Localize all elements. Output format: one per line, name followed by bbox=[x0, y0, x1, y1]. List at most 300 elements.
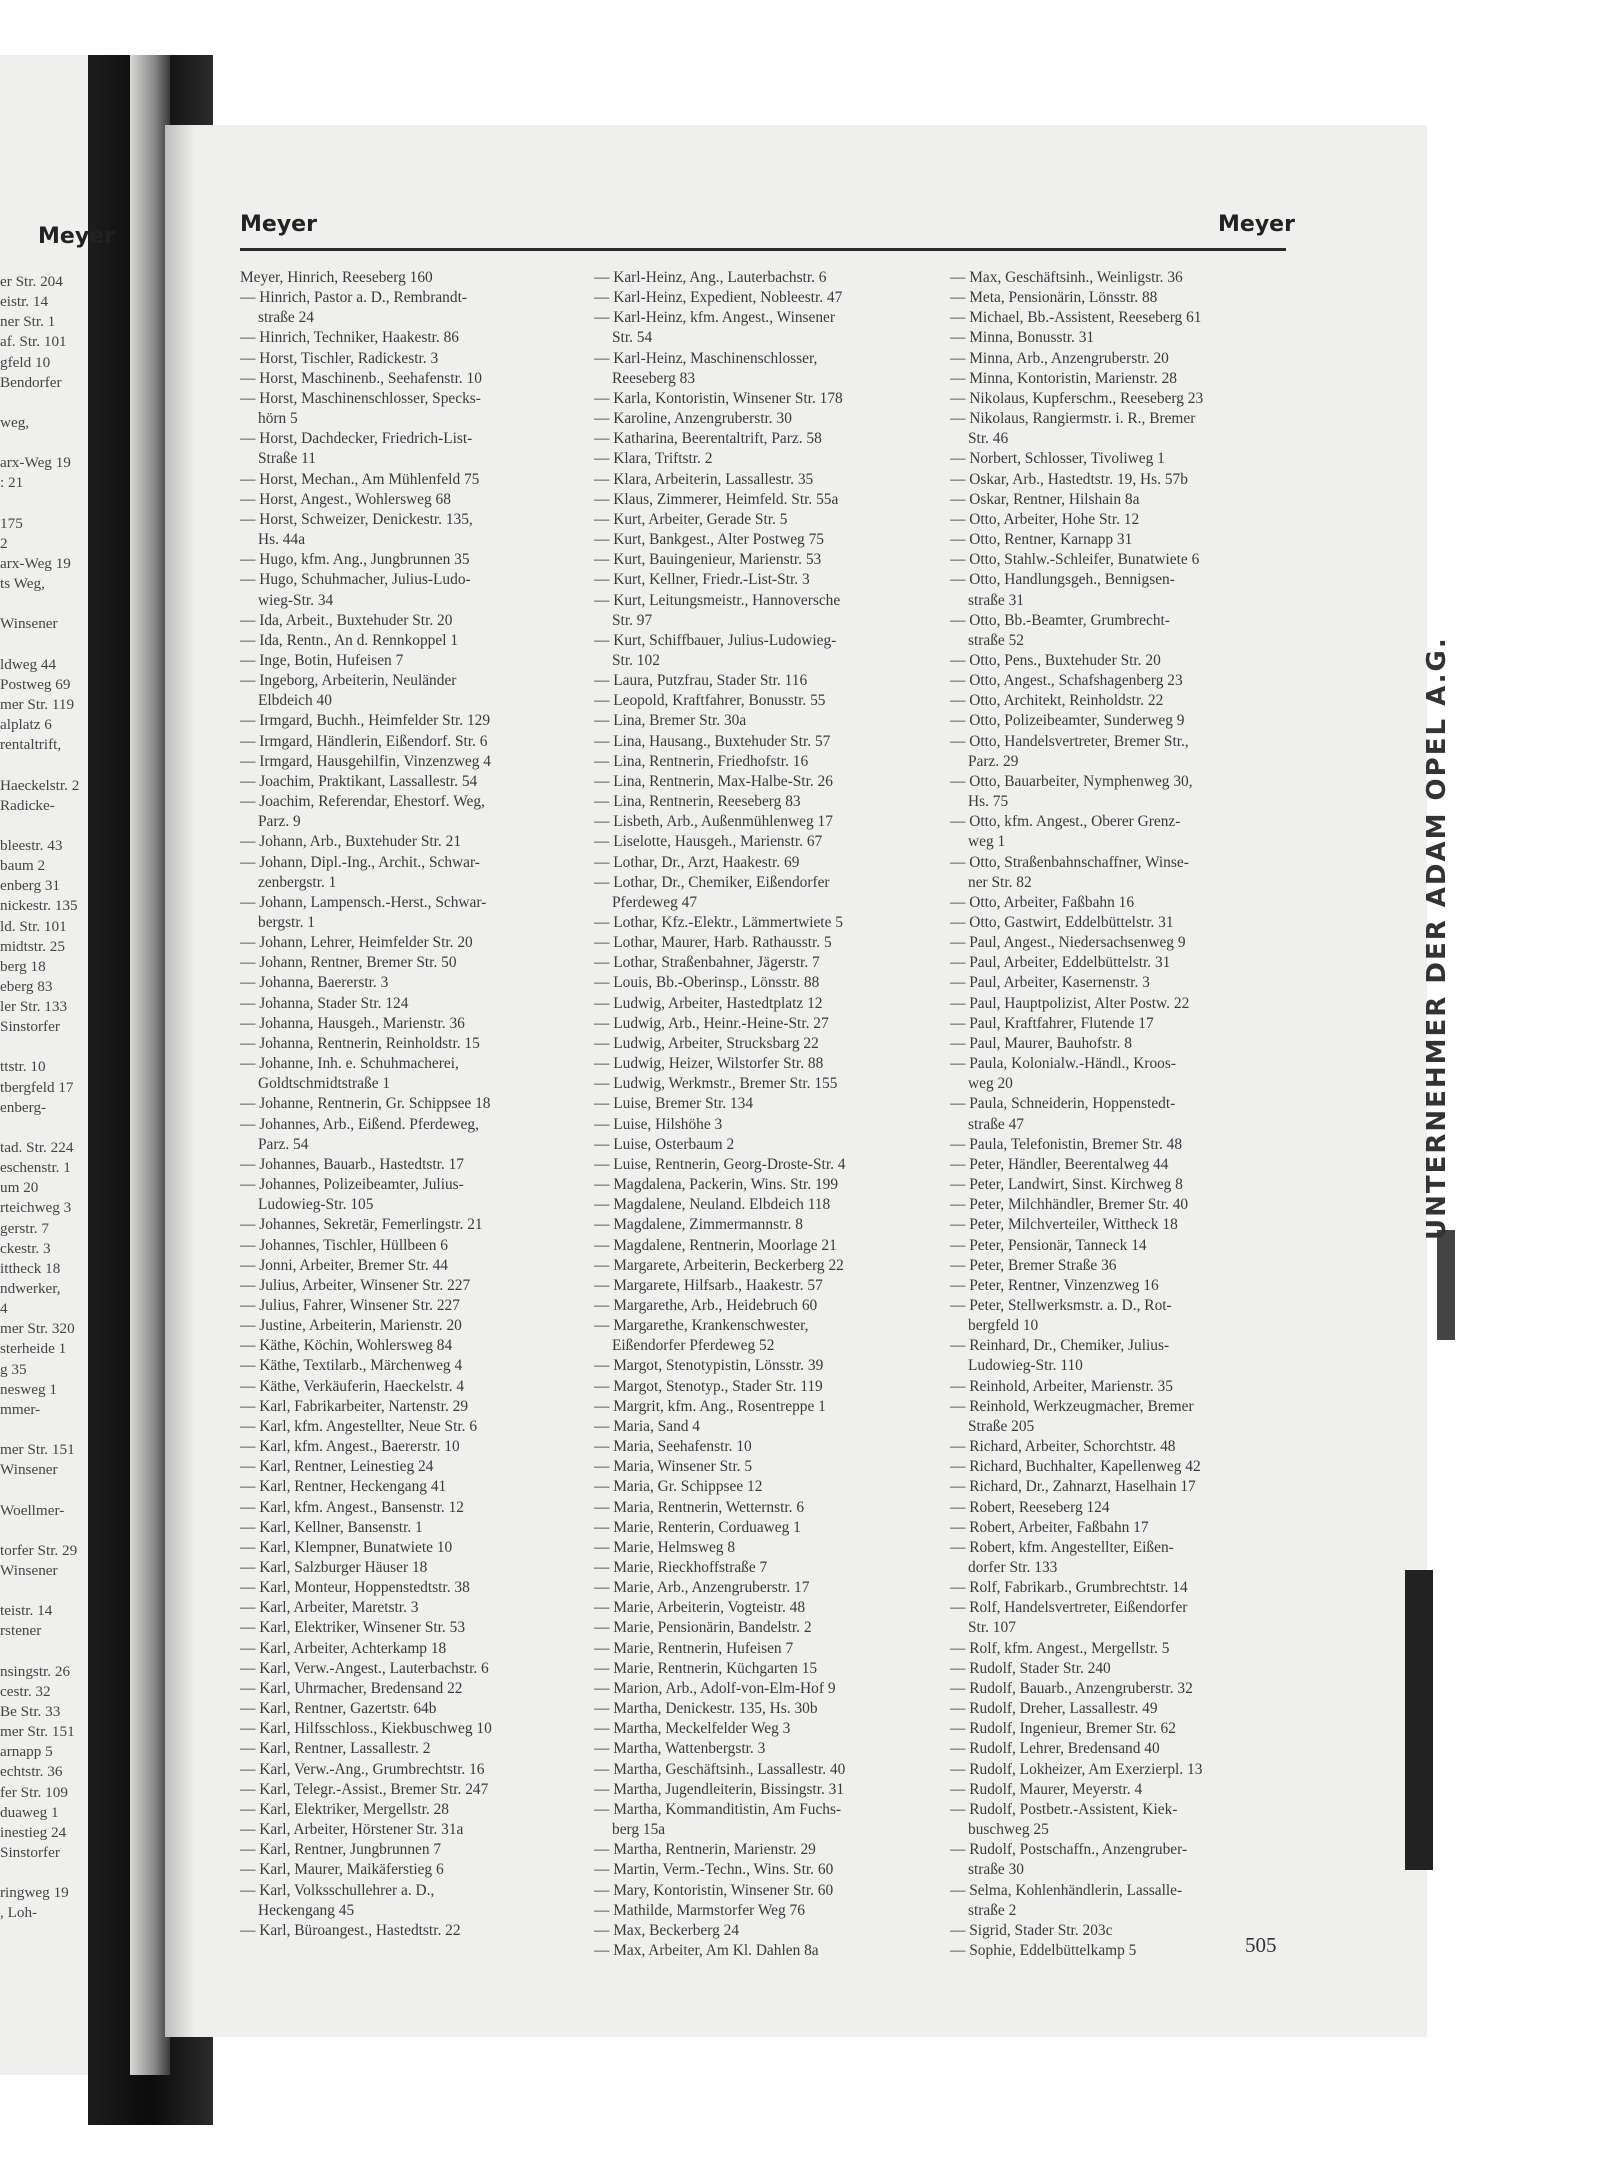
directory-entry-line: — Minna, Kontoristin, Marienstr. 28 bbox=[950, 369, 1177, 387]
page-number: 505 bbox=[1245, 1933, 1277, 1957]
directory-entry-line: — Irmgard, Buchh., Heimfelder Str. 129 bbox=[240, 712, 491, 730]
directory-entry-line: — Maria, Seehafenstr. 10 bbox=[594, 1438, 752, 1456]
directory-entry-line: — Otto, Straßenbahnschaffner, Winse- bbox=[950, 853, 1189, 871]
directory-entry-line: — Luise, Bremer Str. 134 bbox=[594, 1095, 754, 1113]
directory-entry-line: — Otto, Handlungsgeh., Bennigsen- bbox=[950, 571, 1175, 589]
left-page-line: 4 bbox=[0, 1300, 8, 1318]
left-page-line: duaweg 1 bbox=[0, 1803, 59, 1821]
directory-entry-line: — Martha, Geschäftsinh., Lassallestr. 40 bbox=[594, 1760, 846, 1778]
directory-entry-line: — Justine, Arbeiterin, Marienstr. 20 bbox=[240, 1317, 462, 1335]
directory-entry-line: — Peter, Pensionär, Tanneck 14 bbox=[950, 1236, 1147, 1254]
directory-entry-line: — Ludwig, Arbeiter, Hastedtplatz 12 bbox=[594, 994, 823, 1012]
left-page-line: ld. Str. 101 bbox=[0, 917, 67, 935]
directory-entry-line: — Karl, Verw.-Ang., Grumbrechtstr. 16 bbox=[240, 1760, 485, 1778]
directory-entry-line: weg 20 bbox=[968, 1075, 1013, 1093]
directory-entry-line: — Karl, kfm. Angest., Bansenstr. 12 bbox=[240, 1498, 464, 1516]
directory-entry-line: — Minna, Arb., Anzengruberstr. 20 bbox=[950, 349, 1169, 367]
directory-entry-line: Pferdeweg 47 bbox=[612, 893, 698, 911]
directory-entry-line: — Karl, Rentner, Leinestieg 24 bbox=[240, 1458, 434, 1476]
directory-entry-line: — Inge, Botin, Hufeisen 7 bbox=[240, 651, 404, 669]
directory-entry-line: — Martha, Wattenbergstr. 3 bbox=[594, 1740, 766, 1758]
left-page-line: fer Str. 109 bbox=[0, 1783, 68, 1801]
left-page-line: arnapp 5 bbox=[0, 1743, 53, 1761]
directory-entry-line: — Rudolf, Lehrer, Bredensand 40 bbox=[950, 1740, 1160, 1758]
directory-entry-line: — Sigrid, Stader Str. 203c bbox=[950, 1921, 1113, 1939]
left-page-line: Radicke- bbox=[0, 796, 55, 814]
left-page-line: teistr. 14 bbox=[0, 1602, 53, 1620]
directory-entry-line: — Karl, Monteur, Hoppenstedtstr. 38 bbox=[240, 1579, 470, 1597]
directory-entry-line: — Otto, Bauarbeiter, Nymphenweg 30, bbox=[950, 772, 1193, 790]
running-head-left: Meyer bbox=[240, 212, 317, 237]
directory-entry-line: — Margarete, Arbeiterin, Beckerberg 22 bbox=[594, 1256, 844, 1274]
directory-entry-line: — Jonni, Arbeiter, Bremer Str. 44 bbox=[240, 1256, 448, 1274]
directory-entry-line: — Karl, Rentner, Gazertstr. 64b bbox=[240, 1700, 437, 1718]
directory-entry-line: Straße 11 bbox=[258, 450, 316, 468]
directory-entry-line: — Horst, Dachdecker, Friedrich-List- bbox=[240, 430, 473, 448]
directory-entry-line: — Nikolaus, Rangiermstr. i. R., Bremer bbox=[950, 410, 1196, 428]
directory-entry-line: — Peter, Landwirt, Sinst. Kirchweg 8 bbox=[950, 1176, 1183, 1194]
left-page-text bbox=[0, 272, 130, 1924]
directory-entry-line: — Marie, Arb., Anzengruberstr. 17 bbox=[594, 1579, 810, 1597]
directory-entry-line: — Peter, Rentner, Vinzenzweg 16 bbox=[950, 1276, 1159, 1294]
left-page-line: eschenstr. 1 bbox=[0, 1159, 71, 1177]
directory-entry-line: — Klara, Arbeiterin, Lassallestr. 35 bbox=[594, 470, 814, 488]
directory-entry-line: — Karl, Fabrikarbeiter, Nartenstr. 29 bbox=[240, 1397, 469, 1415]
left-page-line: : 21 bbox=[0, 474, 24, 492]
left-page-line: rentaltrift, bbox=[0, 736, 62, 754]
directory-entry-line: — Sophie, Eddelbüttelkamp 5 bbox=[950, 1941, 1137, 1959]
directory-entry-line: berg 15a bbox=[612, 1821, 666, 1839]
directory-entry-line: zenbergstr. 1 bbox=[258, 873, 337, 891]
left-page-shadow bbox=[130, 55, 170, 2075]
left-page-line: Be Str. 33 bbox=[0, 1702, 61, 1720]
directory-entry-line: — Marie, Helmsweg 8 bbox=[594, 1538, 736, 1556]
directory-entry-line: — Max, Geschäftsinh., Weinligstr. 36 bbox=[950, 269, 1183, 286]
directory-entry-line: — Otto, Pens., Buxtehuder Str. 20 bbox=[950, 651, 1161, 669]
directory-entry-line: — Oskar, Rentner, Hilshain 8a bbox=[950, 490, 1140, 508]
directory-entry-line: — Ludwig, Arbeiter, Strucksbarg 22 bbox=[594, 1034, 819, 1052]
directory-entry-line: — Karl, Volksschullehrer a. D., bbox=[240, 1881, 435, 1899]
directory-entry-line: — Rudolf, Maurer, Meyerstr. 4 bbox=[950, 1780, 1143, 1798]
directory-entry-line: — Reinhard, Dr., Chemiker, Julius- bbox=[950, 1337, 1170, 1355]
directory-entry-line: — Johann, Lehrer, Heimfelder Str. 20 bbox=[240, 934, 473, 952]
directory-entry-line: — Margot, Stenotyp., Stader Str. 119 bbox=[594, 1377, 823, 1395]
directory-entry-line: — Rolf, kfm. Angest., Mergellstr. 5 bbox=[950, 1639, 1170, 1657]
directory-entry-line: — Johannes, Sekretär, Femerlingstr. 21 bbox=[240, 1216, 483, 1234]
directory-entry-line: — Martha, Meckelfelder Weg 3 bbox=[594, 1720, 791, 1738]
directory-entry-line: — Käthe, Köchin, Wohlersweg 84 bbox=[240, 1337, 453, 1355]
directory-entry-line: — Martha, Jugendleiterin, Bissingstr. 31 bbox=[594, 1780, 845, 1798]
directory-entry-line: weg 1 bbox=[968, 833, 1006, 851]
directory-entry-line: — Horst, Tischler, Radickestr. 3 bbox=[240, 349, 439, 367]
left-page-line: ittheck 18 bbox=[0, 1259, 61, 1277]
directory-entry-line: Str. 46 bbox=[968, 430, 1009, 448]
directory-entry-line: — Peter, Bremer Straße 36 bbox=[950, 1256, 1117, 1274]
directory-entry-line: — Hugo, Schuhmacher, Julius-Ludo- bbox=[240, 571, 471, 589]
directory-column-3 bbox=[950, 268, 1288, 1961]
left-page-line: Haeckelstr. 2 bbox=[0, 776, 80, 794]
directory-entry-line: — Marie, Rieckhoffstraße 7 bbox=[594, 1559, 768, 1576]
directory-entry-line: — Lothar, Straßenbahner, Jägerstr. 7 bbox=[594, 954, 820, 972]
directory-entry-line: — Rolf, Handelsvertreter, Eißendorfer bbox=[950, 1599, 1188, 1617]
directory-entry-line: Hs. 75 bbox=[968, 793, 1009, 811]
left-page-line bbox=[0, 635, 130, 655]
directory-entry-line: — Horst, Schweizer, Denickestr. 135, bbox=[240, 510, 473, 528]
directory-entry-line: Reeseberg 83 bbox=[612, 369, 696, 387]
left-page-line bbox=[0, 755, 130, 775]
left-page-line bbox=[0, 1521, 130, 1541]
directory-entry-line: — Magdalene, Neuland. Elbdeich 118 bbox=[594, 1196, 831, 1214]
directory-entry-line: — Selma, Kohlenhändlerin, Lassalle- bbox=[950, 1881, 1183, 1899]
directory-entry-line: — Louis, Bb.-Oberinsp., Lönsstr. 88 bbox=[594, 974, 820, 992]
directory-entry-line: — Margarethe, Arb., Heidebruch 60 bbox=[594, 1296, 818, 1314]
left-page-line bbox=[0, 1581, 130, 1601]
directory-entry-line: Str. 97 bbox=[612, 611, 653, 629]
left-page-line: ndwerker, bbox=[0, 1280, 61, 1298]
directory-entry-line: — Ludwig, Heizer, Wilstorfer Str. 88 bbox=[594, 1055, 824, 1073]
directory-entry-line: — Johanne, Rentnerin, Gr. Schippsee 18 bbox=[240, 1095, 491, 1113]
left-page-line bbox=[0, 433, 130, 453]
directory-entry-line: — Karl, kfm. Angest., Baererstr. 10 bbox=[240, 1438, 460, 1456]
directory-entry-line: — Norbert, Schlosser, Tivoliweg 1 bbox=[950, 450, 1165, 468]
left-page-line: nesweg 1 bbox=[0, 1380, 57, 1398]
directory-entry-line: bergstr. 1 bbox=[258, 914, 316, 931]
directory-entry-line: — Karl, Kellner, Bansenstr. 1 bbox=[240, 1518, 423, 1536]
left-page-line: gfeld 10 bbox=[0, 353, 51, 371]
directory-entry-line: — Karl, Rentner, Jungbrunnen 7 bbox=[240, 1841, 442, 1859]
directory-entry-line: — Karl, Rentner, Lassallestr. 2 bbox=[240, 1740, 431, 1758]
directory-entry-line: — Otto, Architekt, Reinholdstr. 22 bbox=[950, 692, 1164, 710]
directory-entry-line: — Johanne, Inh. e. Schuhmacherei, bbox=[240, 1055, 459, 1073]
directory-entry-line: — Karl, Elektriker, Winsener Str. 53 bbox=[240, 1619, 466, 1637]
directory-entry-line: — Mathilde, Marmstorfer Weg 76 bbox=[594, 1901, 805, 1919]
directory-entry-line: — Horst, Mechan., Am Mühlenfeld 75 bbox=[240, 470, 480, 488]
left-page-line: ttstr. 10 bbox=[0, 1058, 46, 1076]
directory-entry-line: Straße 205 bbox=[968, 1417, 1035, 1435]
directory-entry-line: — Johann, Lampensch.-Herst., Schwar- bbox=[240, 893, 487, 911]
directory-entry-line: — Richard, Arbeiter, Schorchtstr. 48 bbox=[950, 1438, 1176, 1456]
directory-entry-line: — Marie, Rentnerin, Küchgarten 15 bbox=[594, 1659, 818, 1677]
running-head-right: Meyer bbox=[1218, 212, 1295, 237]
directory-entry-line: — Johannes, Polizeibeamter, Julius- bbox=[240, 1176, 464, 1194]
directory-entry-line: Goldtschmidtstraße 1 bbox=[258, 1075, 391, 1093]
directory-entry-line: hörn 5 bbox=[258, 410, 298, 428]
directory-entry-line: — Otto, Polizeibeamter, Sunderweg 9 bbox=[950, 712, 1185, 730]
directory-entry-line: — Johanna, Baererstr. 3 bbox=[240, 974, 389, 992]
directory-entry-line: — Magdalene, Zimmermannstr. 8 bbox=[594, 1216, 804, 1234]
directory-entry-line: Hs. 44a bbox=[258, 531, 306, 549]
directory-entry-line: — Karl-Heinz, kfm. Angest., Winsener bbox=[594, 309, 836, 327]
directory-entry-line: — Johanna, Hausgeh., Marienstr. 36 bbox=[240, 1014, 465, 1032]
directory-entry-line: — Meta, Pensionärin, Lönsstr. 88 bbox=[950, 289, 1158, 307]
directory-entry-line: — Michael, Bb.-Assistent, Reeseberg 61 bbox=[950, 309, 1202, 327]
directory-entry-line: — Luise, Hilshöhe 3 bbox=[594, 1115, 723, 1133]
left-page-line bbox=[0, 1420, 130, 1440]
left-page-line: ringweg 19 bbox=[0, 1884, 69, 1902]
directory-entry-line: — Magdalene, Rentnerin, Moorlage 21 bbox=[594, 1236, 837, 1254]
left-page-line: bleestr. 43 bbox=[0, 836, 63, 854]
directory-entry-line: — Karl-Heinz, Ang., Lauterbachstr. 6 bbox=[594, 269, 827, 286]
directory-entry-line: Parz. 29 bbox=[968, 752, 1019, 770]
directory-entry-line: — Rudolf, Ingenieur, Bremer Str. 62 bbox=[950, 1720, 1176, 1738]
directory-entry-line: — Klaus, Zimmerer, Heimfeld. Str. 55a bbox=[594, 490, 839, 508]
directory-entry-line: straße 31 bbox=[968, 591, 1024, 609]
left-page-line bbox=[0, 1642, 130, 1662]
directory-entry-line: — Laura, Putzfrau, Stader Str. 116 bbox=[594, 672, 808, 690]
directory-entry-line: — Minna, Bonusstr. 31 bbox=[950, 329, 1095, 347]
directory-entry-line: bergfeld 10 bbox=[968, 1317, 1039, 1335]
left-page-line bbox=[0, 1037, 130, 1057]
directory-entry-line: — Max, Arbeiter, Am Kl. Dahlen 8a bbox=[594, 1941, 819, 1959]
directory-entry-line: — Kurt, Schiffbauer, Julius-Ludowieg- bbox=[594, 631, 837, 649]
left-page-line: mer Str. 119 bbox=[0, 695, 75, 713]
directory-entry-line: — Katharina, Beerentaltrift, Parz. 58 bbox=[594, 430, 822, 448]
directory-entry-line: — Otto, Arbeiter, Hohe Str. 12 bbox=[950, 510, 1140, 528]
directory-entry-line: — Lothar, Dr., Arzt, Haakestr. 69 bbox=[594, 853, 800, 871]
directory-entry-line: Meyer, Hinrich, Reeseberg 160 bbox=[240, 269, 433, 286]
directory-entry-line: — Karl, Telegr.-Assist., Bremer Str. 247 bbox=[240, 1780, 489, 1798]
directory-entry-line: — Richard, Buchhalter, Kapellenweg 42 bbox=[950, 1458, 1201, 1476]
directory-entry-line: — Mary, Kontoristin, Winsener Str. 60 bbox=[594, 1881, 834, 1899]
directory-entry-line: — Karl, Maurer, Maikäferstieg 6 bbox=[240, 1861, 444, 1879]
directory-entry-line: wieg-Str. 34 bbox=[258, 591, 334, 609]
left-page-line: gerstr. 7 bbox=[0, 1219, 49, 1237]
left-page-line: ckestr. 3 bbox=[0, 1239, 51, 1257]
directory-entry-line: — Ida, Rentn., An d. Rennkoppel 1 bbox=[240, 631, 459, 649]
left-page-line: ler Str. 133 bbox=[0, 998, 68, 1016]
directory-entry-line: — Rudolf, Bauarb., Anzengruberstr. 32 bbox=[950, 1679, 1193, 1697]
directory-entry-line: — Reinhold, Werkzeugmacher, Bremer bbox=[950, 1397, 1194, 1415]
left-page-line bbox=[0, 494, 130, 514]
directory-entry-line: — Kurt, Leitungsmeistr., Hannoversche bbox=[594, 591, 841, 609]
left-page-line: mer Str. 320 bbox=[0, 1320, 75, 1338]
directory-column-2 bbox=[594, 268, 936, 1961]
left-page-line: er Str. 204 bbox=[0, 273, 63, 290]
left-page-line bbox=[0, 594, 130, 614]
left-page-line: Sinstorfer bbox=[0, 1843, 60, 1861]
directory-entry-line: — Otto, Gastwirt, Eddelbüttelstr. 31 bbox=[950, 914, 1174, 931]
directory-entry-line: — Richard, Dr., Zahnarzt, Haselhain 17 bbox=[950, 1478, 1196, 1496]
directory-entry-line: — Karl-Heinz, Maschinenschlosser, bbox=[594, 349, 818, 367]
directory-entry-line: — Ingeborg, Arbeiterin, Neuländer bbox=[240, 672, 457, 690]
left-page-line: nsingstr. 26 bbox=[0, 1662, 71, 1680]
directory-entry-line: Str. 107 bbox=[968, 1619, 1016, 1637]
left-page-line: sterheide 1 bbox=[0, 1340, 67, 1358]
left-page-line: echtstr. 36 bbox=[0, 1763, 63, 1781]
directory-entry-line: straße 24 bbox=[258, 309, 314, 327]
left-page-line: weg, bbox=[0, 413, 30, 431]
directory-entry-line: — Käthe, Textilarb., Märchenweg 4 bbox=[240, 1357, 463, 1375]
directory-entry-line: — Julius, Arbeiter, Winsener Str. 227 bbox=[240, 1276, 471, 1294]
left-page-line: enberg- bbox=[0, 1098, 47, 1116]
directory-entry-line: — Otto, Rentner, Karnapp 31 bbox=[950, 531, 1133, 549]
directory-entry-line: — Johann, Dipl.-Ing., Archit., Schwar- bbox=[240, 853, 480, 871]
directory-entry-line: — Kurt, Arbeiter, Gerade Str. 5 bbox=[594, 510, 788, 528]
directory-entry-line: — Paula, Schneiderin, Hoppenstedt- bbox=[950, 1095, 1176, 1113]
directory-entry-line: — Johann, Rentner, Bremer Str. 50 bbox=[240, 954, 457, 972]
directory-entry-line: straße 2 bbox=[968, 1901, 1017, 1919]
directory-entry-line: Parz. 54 bbox=[258, 1135, 309, 1153]
directory-entry-line: buschweg 25 bbox=[968, 1821, 1049, 1839]
left-page-header: Meyer bbox=[38, 224, 115, 249]
left-page-line: tad. Str. 224 bbox=[0, 1139, 74, 1157]
directory-entry-line: — Paul, Arbeiter, Kasernenstr. 3 bbox=[950, 974, 1150, 992]
directory-entry-line: — Lothar, Kfz.-Elektr., Lämmertwiete 5 bbox=[594, 914, 843, 931]
directory-entry-line: — Horst, Angest., Wohlersweg 68 bbox=[240, 490, 451, 508]
directory-entry-line: — Lina, Rentnerin, Friedhofstr. 16 bbox=[594, 752, 809, 770]
directory-entry-line: — Rudolf, Postbetr.-Assistent, Kiek- bbox=[950, 1800, 1178, 1818]
directory-entry-line: — Liselotte, Hausgeh., Marienstr. 67 bbox=[594, 833, 823, 851]
directory-entry-line: — Lisbeth, Arb., Außenmühlenweg 17 bbox=[594, 813, 833, 831]
directory-entry-line: — Karl, Hilfsschloss., Kiekbuschweg 10 bbox=[240, 1720, 492, 1738]
stamp-mark bbox=[1405, 1570, 1433, 1870]
directory-entry-line: — Rolf, Fabrikarb., Grumbrechtstr. 14 bbox=[950, 1579, 1188, 1597]
directory-entry-line: — Margrit, kfm. Ang., Rosentreppe 1 bbox=[594, 1397, 826, 1415]
directory-entry-line: — Margarethe, Krankenschwester, bbox=[594, 1317, 809, 1335]
directory-entry-line: — Magdalena, Packerin, Wins. Str. 199 bbox=[594, 1176, 839, 1194]
left-page-line: Sinstorfer bbox=[0, 1018, 60, 1036]
left-page-line: mer Str. 151 bbox=[0, 1723, 75, 1741]
left-page-line: ldweg 44 bbox=[0, 655, 57, 673]
left-page-line: nickestr. 135 bbox=[0, 897, 78, 915]
directory-entry-line: — Horst, Maschinenb., Seehafenstr. 10 bbox=[240, 369, 482, 387]
directory-entry-line: — Paula, Kolonialw.-Händl., Kroos- bbox=[950, 1055, 1176, 1073]
directory-entry-line: — Peter, Händler, Beerentalweg 44 bbox=[950, 1155, 1169, 1173]
directory-entry-line: — Reinhold, Arbeiter, Marienstr. 35 bbox=[950, 1377, 1173, 1395]
left-page-line bbox=[0, 816, 130, 836]
left-page-line: Winsener bbox=[0, 615, 58, 633]
directory-entry-line: Heckengang 45 bbox=[258, 1901, 355, 1919]
directory-entry-line: — Karl, Rentner, Heckengang 41 bbox=[240, 1478, 447, 1496]
directory-entry-line: — Irmgard, Hausgehilfin, Vinzenzweg 4 bbox=[240, 752, 491, 770]
directory-entry-line: — Marie, Arbeiterin, Vogteistr. 48 bbox=[594, 1599, 806, 1617]
directory-entry-line: — Rudolf, Stader Str. 240 bbox=[950, 1659, 1111, 1677]
directory-entry-line: — Otto, Handelsvertreter, Bremer Str., bbox=[950, 732, 1189, 750]
directory-entry-line: — Johannes, Tischler, Hüllbeen 6 bbox=[240, 1236, 448, 1254]
directory-entry-line: — Peter, Milchverteiler, Wittheck 18 bbox=[950, 1216, 1178, 1234]
directory-entry-line: — Karl-Heinz, Expedient, Nobleestr. 47 bbox=[594, 289, 843, 307]
left-page-line: alplatz 6 bbox=[0, 716, 52, 734]
directory-entry-line: — Joachim, Praktikant, Lassallestr. 54 bbox=[240, 772, 478, 790]
directory-entry-line: — Maria, Sand 4 bbox=[594, 1417, 701, 1435]
directory-entry-line: — Leopold, Kraftfahrer, Bonusstr. 55 bbox=[594, 692, 826, 710]
directory-entry-line: — Karl, Klempner, Bunatwiete 10 bbox=[240, 1538, 453, 1556]
directory-entry-line: — Marie, Pensionärin, Bandelstr. 2 bbox=[594, 1619, 812, 1637]
directory-entry-line: — Otto, Arbeiter, Faßbahn 16 bbox=[950, 893, 1135, 911]
directory-entry-line: — Nikolaus, Kupferschm., Reeseberg 23 bbox=[950, 389, 1204, 407]
directory-entry-line: — Lina, Bremer Str. 30a bbox=[594, 712, 747, 730]
left-page-line: tbergfeld 17 bbox=[0, 1078, 74, 1096]
directory-entry-line: — Martha, Rentnerin, Marienstr. 29 bbox=[594, 1841, 816, 1859]
left-page-line bbox=[0, 1863, 130, 1883]
directory-entry-line: — Martha, Denickestr. 135, Hs. 30b bbox=[594, 1700, 818, 1718]
left-page-line: ts Weg, bbox=[0, 575, 45, 593]
left-page-line: torfer Str. 29 bbox=[0, 1541, 78, 1559]
directory-entry-line: Str. 54 bbox=[612, 329, 653, 347]
directory-entry-line: — Irmgard, Händlerin, Eißendorf. Str. 6 bbox=[240, 732, 488, 750]
directory-entry-line: — Otto, kfm. Angest., Oberer Grenz- bbox=[950, 813, 1181, 831]
directory-entry-line: — Joachim, Referendar, Ehestorf. Weg, bbox=[240, 793, 485, 811]
directory-entry-line: — Johanna, Rentnerin, Reinholdstr. 15 bbox=[240, 1034, 480, 1052]
directory-entry-line: — Julius, Fahrer, Winsener Str. 227 bbox=[240, 1296, 460, 1314]
directory-entry-line: Eißendorfer Pferdeweg 52 bbox=[612, 1337, 775, 1355]
directory-entry-line: — Karla, Kontoristin, Winsener Str. 178 bbox=[594, 389, 843, 407]
left-page-line: berg 18 bbox=[0, 957, 46, 975]
directory-entry-line: — Horst, Maschinenschlosser, Specks- bbox=[240, 389, 481, 407]
directory-entry-line: — Otto, Bb.-Beamter, Grumbrecht- bbox=[950, 611, 1170, 629]
directory-entry-line: — Rudolf, Dreher, Lassallestr. 49 bbox=[950, 1700, 1158, 1718]
directory-entry-line: Ludowieg-Str. 110 bbox=[968, 1357, 1083, 1375]
directory-entry-line: — Paul, Maurer, Bauhofstr. 8 bbox=[950, 1034, 1132, 1052]
directory-entry-line: Str. 102 bbox=[612, 651, 660, 669]
directory-entry-line: — Käthe, Verkäuferin, Haeckelstr. 4 bbox=[240, 1377, 465, 1395]
directory-entry-line: — Maria, Winsener Str. 5 bbox=[594, 1458, 753, 1476]
header-rule bbox=[240, 248, 1286, 251]
directory-entry-line: — Karl, Arbeiter, Hörstener Str. 31a bbox=[240, 1821, 464, 1839]
directory-entry-line: — Karoline, Anzengruberstr. 30 bbox=[594, 410, 792, 428]
directory-entry-line: — Maria, Rentnerin, Wetternstr. 6 bbox=[594, 1498, 805, 1516]
directory-entry-line: — Robert, kfm. Angestellter, Eißen- bbox=[950, 1538, 1174, 1556]
directory-entry-line: — Hinrich, Pastor a. D., Rembrandt- bbox=[240, 289, 467, 307]
directory-entry-line: — Max, Beckerberg 24 bbox=[594, 1921, 740, 1939]
directory-entry-line: — Margarete, Hilfsarb., Haakestr. 57 bbox=[594, 1276, 823, 1294]
left-page-line: mmer- bbox=[0, 1400, 41, 1418]
directory-entry-line: — Karl, kfm. Angestellter, Neue Str. 6 bbox=[240, 1417, 478, 1435]
directory-entry-line: — Ludwig, Arb., Heinr.-Heine-Str. 27 bbox=[594, 1014, 829, 1032]
left-page-line: um 20 bbox=[0, 1179, 39, 1197]
directory-entry-line: straße 47 bbox=[968, 1115, 1024, 1133]
directory-entry-line: — Karl, Uhrmacher, Bredensand 22 bbox=[240, 1679, 463, 1697]
directory-entry-line: — Lina, Hausang., Buxtehuder Str. 57 bbox=[594, 732, 831, 750]
directory-entry-line: — Lothar, Dr., Chemiker, Eißendorfer bbox=[594, 873, 830, 891]
directory-entry-line: — Paul, Kraftfahrer, Flutende 17 bbox=[950, 1014, 1154, 1032]
directory-entry-line: — Marion, Arb., Adolf-von-Elm-Hof 9 bbox=[594, 1679, 836, 1697]
left-page-line bbox=[0, 1480, 130, 1500]
directory-entry-line: Parz. 9 bbox=[258, 813, 301, 831]
left-page-line: eberg 83 bbox=[0, 977, 53, 995]
directory-entry-line: — Peter, Stellwerksmstr. a. D., Rot- bbox=[950, 1296, 1172, 1314]
stamp-mark bbox=[1437, 1230, 1455, 1340]
left-page-line: Bendorfer bbox=[0, 373, 62, 391]
directory-entry-line: — Lothar, Maurer, Harb. Rathausstr. 5 bbox=[594, 934, 832, 952]
directory-entry-line: — Peter, Milchhändler, Bremer Str. 40 bbox=[950, 1196, 1189, 1214]
directory-entry-line: — Kurt, Kellner, Friedr.-List-Str. 3 bbox=[594, 571, 810, 589]
left-page-line: 2 bbox=[0, 534, 8, 552]
left-page-line: af. Str. 101 bbox=[0, 333, 67, 351]
left-page-line: 175 bbox=[0, 514, 23, 532]
directory-entry-line: — Paul, Angest., Niedersachsenweg 9 bbox=[950, 934, 1186, 952]
left-page-line: Winsener bbox=[0, 1562, 58, 1579]
directory-column-1 bbox=[240, 268, 570, 1941]
directory-entry-line: — Lina, Rentnerin, Reeseberg 83 bbox=[594, 793, 801, 811]
directory-entry-line: — Karl, Elektriker, Mergellstr. 28 bbox=[240, 1800, 449, 1818]
directory-entry-line: — Rudolf, Postschaffn., Anzengruber- bbox=[950, 1841, 1188, 1859]
directory-entry-line: — Johanna, Stader Str. 124 bbox=[240, 994, 409, 1012]
left-page-line: eistr. 14 bbox=[0, 293, 49, 311]
directory-entry-line: — Otto, Angest., Schafshagenberg 23 bbox=[950, 672, 1183, 690]
directory-entry-line: — Hinrich, Techniker, Haakestr. 86 bbox=[240, 329, 459, 347]
directory-entry-line: — Marie, Rentnerin, Hufeisen 7 bbox=[594, 1639, 794, 1657]
directory-entry-line: — Rudolf, Lokheizer, Am Exerzierpl. 13 bbox=[950, 1760, 1203, 1778]
directory-entry-line: — Klara, Triftstr. 2 bbox=[594, 450, 713, 468]
left-page-line: arx-Weg 19 bbox=[0, 554, 71, 572]
left-page-line: g 35 bbox=[0, 1360, 27, 1378]
directory-entry-line: — Karl, Verw.-Angest., Lauterbachstr. 6 bbox=[240, 1659, 489, 1677]
directory-entry-line: — Margot, Stenotypistin, Lönsstr. 39 bbox=[594, 1357, 824, 1375]
left-page-line: cestr. 32 bbox=[0, 1682, 51, 1700]
gutter-shadow bbox=[165, 125, 195, 2037]
directory-entry-line: ner Str. 82 bbox=[968, 873, 1032, 891]
